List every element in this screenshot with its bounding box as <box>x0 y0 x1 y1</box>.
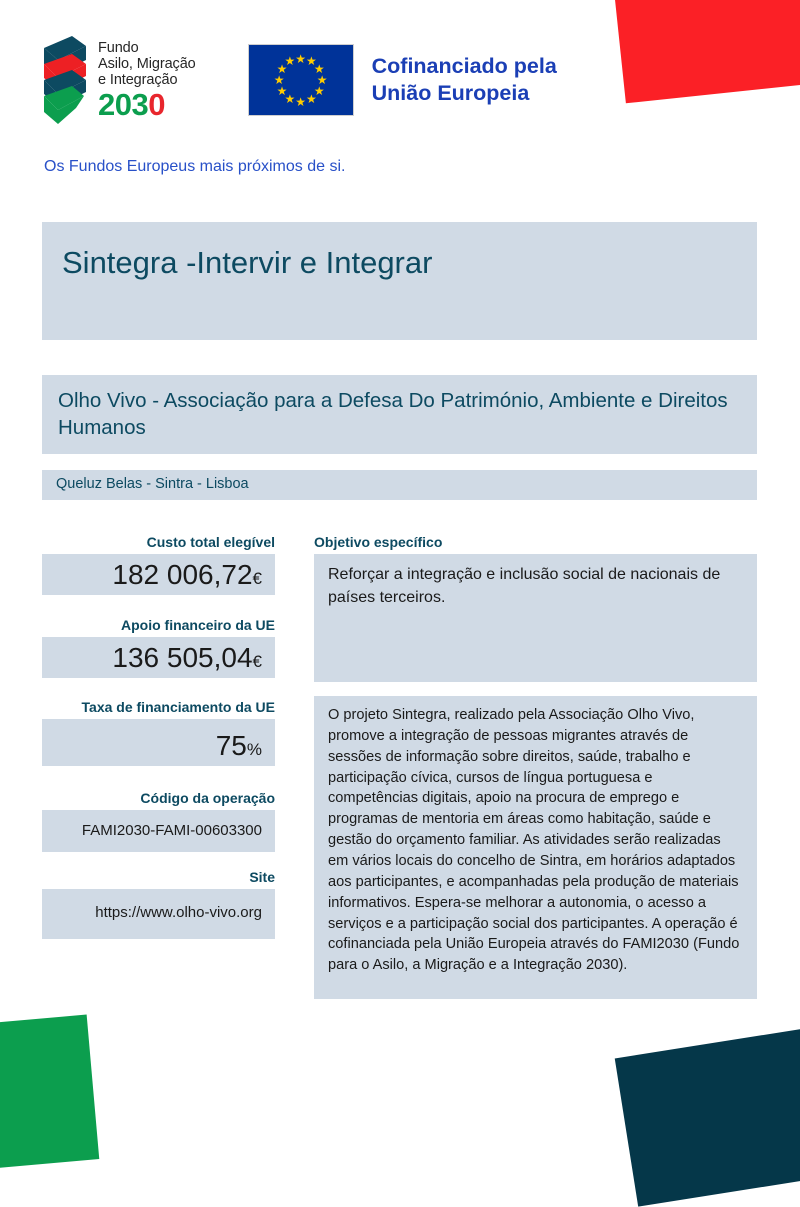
decorative-shape-top-right <box>611 0 800 103</box>
fami-logo-line-2: Asilo, Migração <box>98 55 196 72</box>
eu-flag-star: ★ <box>276 83 288 98</box>
organization-name: Olho Vivo - Associação para a Defesa Do Património, Ambiente e Direitos Humanos <box>58 389 728 440</box>
header <box>42 34 557 126</box>
objective-box <box>314 554 757 682</box>
eu-flag-star: ★ <box>276 62 288 77</box>
eu-support-label: Apoio financeiro da UE <box>120 617 275 633</box>
operation-code-value: FAMI2030-FAMI-00603300 <box>81 822 262 839</box>
fami2030-wordmark <box>98 40 196 121</box>
fami-year-20: 20 <box>98 87 132 123</box>
site-value-box[interactable] <box>42 889 275 939</box>
eu-flag-star: ★ <box>305 54 317 69</box>
eu-flag-star: ★ <box>313 62 325 77</box>
eu-flag-star: ★ <box>295 51 306 66</box>
european-union-flag-icon <box>248 44 354 116</box>
fami-year-0: 0 <box>148 87 165 123</box>
site-url[interactable]: https://www.olho-vivo.org <box>95 904 262 921</box>
location-box <box>42 470 757 500</box>
operation-code-value-box <box>42 810 275 852</box>
eu-text-line-2: União Europeia <box>371 81 530 105</box>
eu-rate-value: 75 <box>215 730 247 761</box>
fami2030-logo <box>42 34 196 126</box>
description-text: O projeto Sintegra, realizado pela Associação Olho Vivo, promove a integração de pessoas migrantes através de sessões de informação sobre direitos, saúde, trabalho e participação cívica, cursos de língua portuguesa e competências digitais, apoio na procura de emprego e programas de mentoria em áreas como habitação, saúde e gestão do orçamento familiar. As atividades serão realizadas em vários locais do concelho de Sintra, em horários adaptados aos participantes, e acompanhadas pela produção de materiais informativos. Espera-se melhorar a autonomia, o acesso a serviços e a participação social dos participantes. A operação é cofinanciada pela União Europeia através do FAMI2030 (Fundo para o Asilo, a Migração e a Integração 2030). <box>328 707 740 974</box>
project-title-box <box>42 222 757 340</box>
fami-logo-line-1: Fundo <box>98 39 139 56</box>
eu-flag-star: ★ <box>273 73 285 87</box>
eu-rate-label: Taxa de financiamento da UE <box>81 699 275 715</box>
fami-logo-year <box>98 87 196 123</box>
location-text: Queluz Belas - Sintra - Lisboa <box>56 476 249 492</box>
project-title: Sintegra -Intervir e Integrar <box>62 245 433 280</box>
eu-rate-value-box <box>42 719 275 766</box>
tagline: Os Fundos Europeus mais próximos de si. <box>44 158 346 175</box>
total-cost-value: 182 006,72 <box>112 559 253 590</box>
eu-support-unit: € <box>252 652 262 671</box>
organization-box <box>42 375 757 454</box>
fami2030-ribbon-icon <box>42 34 88 126</box>
total-cost-unit: € <box>252 569 262 588</box>
eu-flag-star: ★ <box>284 54 296 69</box>
objective-label: Objetivo específico <box>314 534 443 550</box>
eu-support-value-box <box>42 637 275 678</box>
eu-rate-unit: % <box>246 740 262 759</box>
total-cost-label: Custo total elegível <box>146 534 275 550</box>
eu-flag-star: ★ <box>316 73 328 87</box>
site-label: Site <box>249 869 275 885</box>
eu-support-value: 136 505,04 <box>112 642 253 673</box>
description-box <box>314 696 757 999</box>
eu-flag-star: ★ <box>284 91 296 106</box>
eu-flag-star: ★ <box>305 91 317 106</box>
fami-year-3: 3 <box>131 87 149 123</box>
total-cost-value-box <box>42 554 275 595</box>
operation-code-label: Código da operação <box>140 790 275 806</box>
eu-flag-star: ★ <box>313 83 325 98</box>
objective-text: Reforçar a integração e inclusão social de nacionais de países terceiros. <box>328 566 721 606</box>
eu-cofinancing-block <box>248 44 557 116</box>
eu-cofinancing-text <box>372 53 557 107</box>
eu-text-line-1: Cofinanciado pela <box>371 53 557 78</box>
decorative-shape-bottom-right <box>615 1018 800 1207</box>
fami-logo-line-3: e Integração <box>98 72 178 89</box>
decorative-shape-bottom-left <box>0 1015 99 1176</box>
eu-flag-star: ★ <box>295 94 306 109</box>
